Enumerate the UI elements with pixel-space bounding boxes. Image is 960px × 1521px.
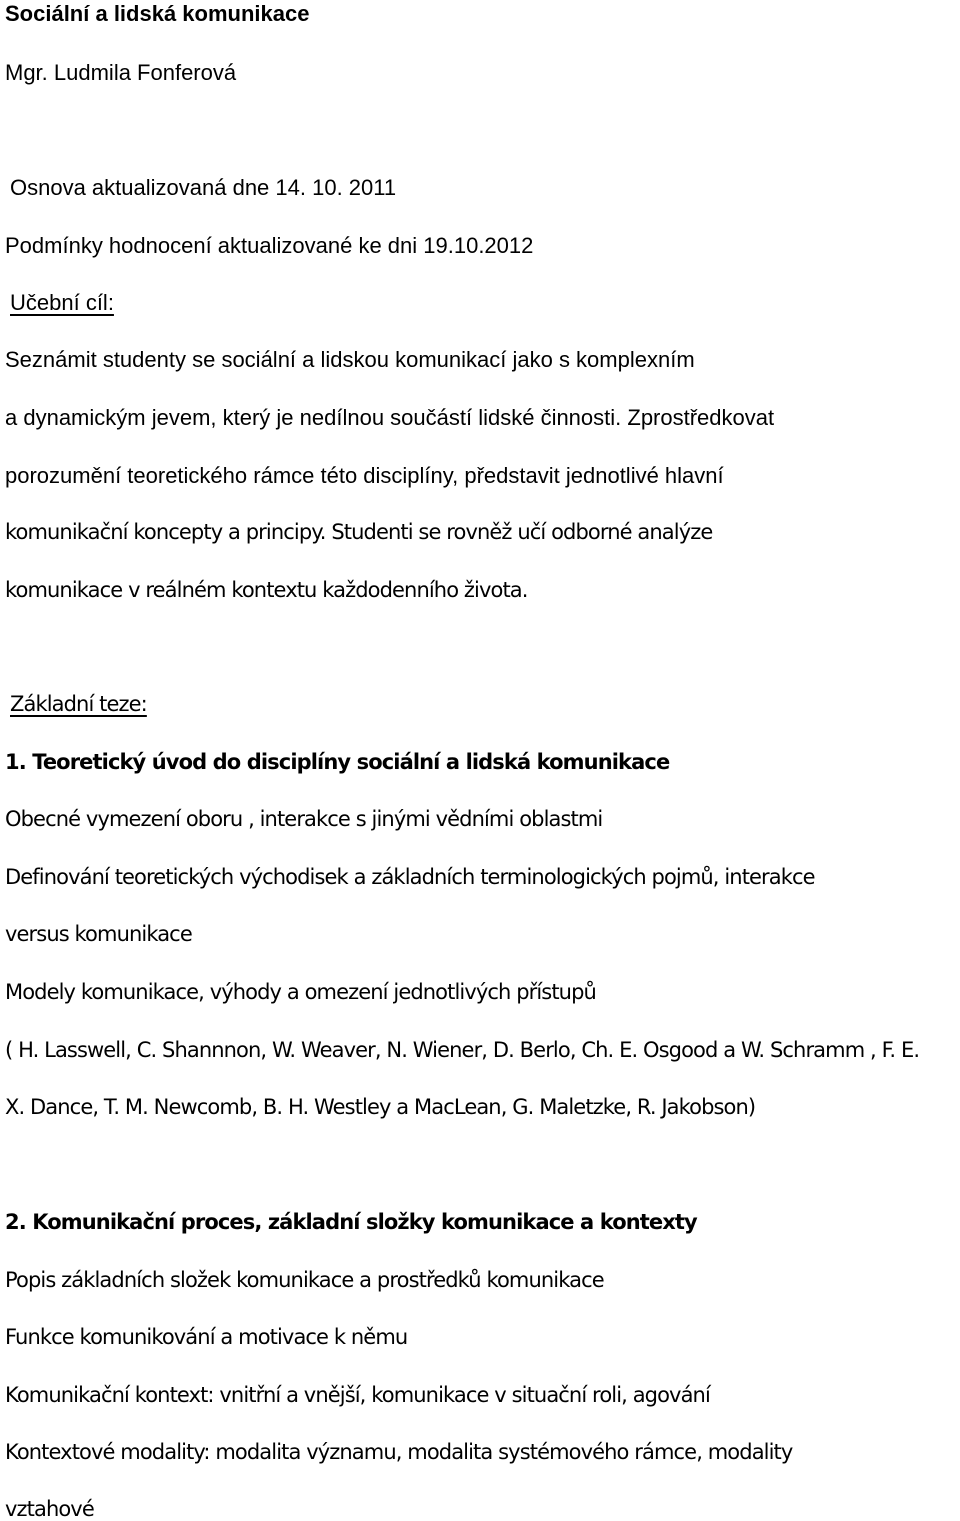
section-line: Popis základních složek komunikace a prostředků komunikace [5,1268,604,1292]
document-title: Sociální a lidská komunikace [5,1,310,26]
section-line: Komunikační kontext: vnitřní a vnější, komunikace v situační roli, agování [5,1383,710,1407]
section-line: Funkce komunikování a motivace k němu [5,1325,408,1349]
section-line: ( H. Lasswell, C. Shannnon, W. Weaver, N. Wiener, D. Berlo, Ch. E. Osgood a W. Schramm , F. E. [5,1038,920,1062]
basic-theses-heading: Základní teze: [10,692,147,716]
section-line: vztahové [5,1497,94,1521]
goal-line: porozumění teoretického rámce této disciplíny, představit jednotlivé hlavní [5,463,724,488]
section-line: Obecné vymezení oboru , interakce s jinými vědními oblastmi [5,807,603,831]
author-name: Mgr. Ludmila Fonferová [5,60,237,85]
section-heading: 2. Komunikační proces, základní složky komunikace a kontexty [5,1210,697,1234]
syllabus-update-date: Osnova aktualizovaná dne 14. 10. 2011 [10,175,397,200]
section-line: Kontextové modality: modalita významu, modalita systémového rámce, modality [5,1440,793,1464]
section-line: Definování teoretických východisek a základních terminologických pojmů, interakce [5,865,815,889]
goal-line: komunikace v reálném kontextu každodenního života. [5,578,528,602]
goal-line: Seznámit studenty se sociální a lidskou komunikací jako s komplexním [5,347,695,372]
conditions-update-date: Podmínky hodnocení aktualizované ke dni 19.10.2012 [5,233,534,258]
learning-goal-heading: Učební cíl: [10,290,114,315]
section-heading: 1. Teoretický úvod do disciplíny sociální a lidská komunikace [5,750,670,774]
section-line: X. Dance, T. M. Newcomb, B. H. Westley a MacLean, G. Maletzke, R. Jakobson) [5,1095,756,1119]
section-line: versus komunikace [5,922,192,946]
section-line: Modely komunikace, výhody a omezení jednotlivých přístupů [5,980,596,1004]
goal-line: komunikační koncepty a principy. Studenti se rovněž učí odborné analýze [5,520,713,544]
goal-line: a dynamickým jevem, který je nedílnou součástí lidské činnosti. Zprostředkovat [5,405,775,430]
